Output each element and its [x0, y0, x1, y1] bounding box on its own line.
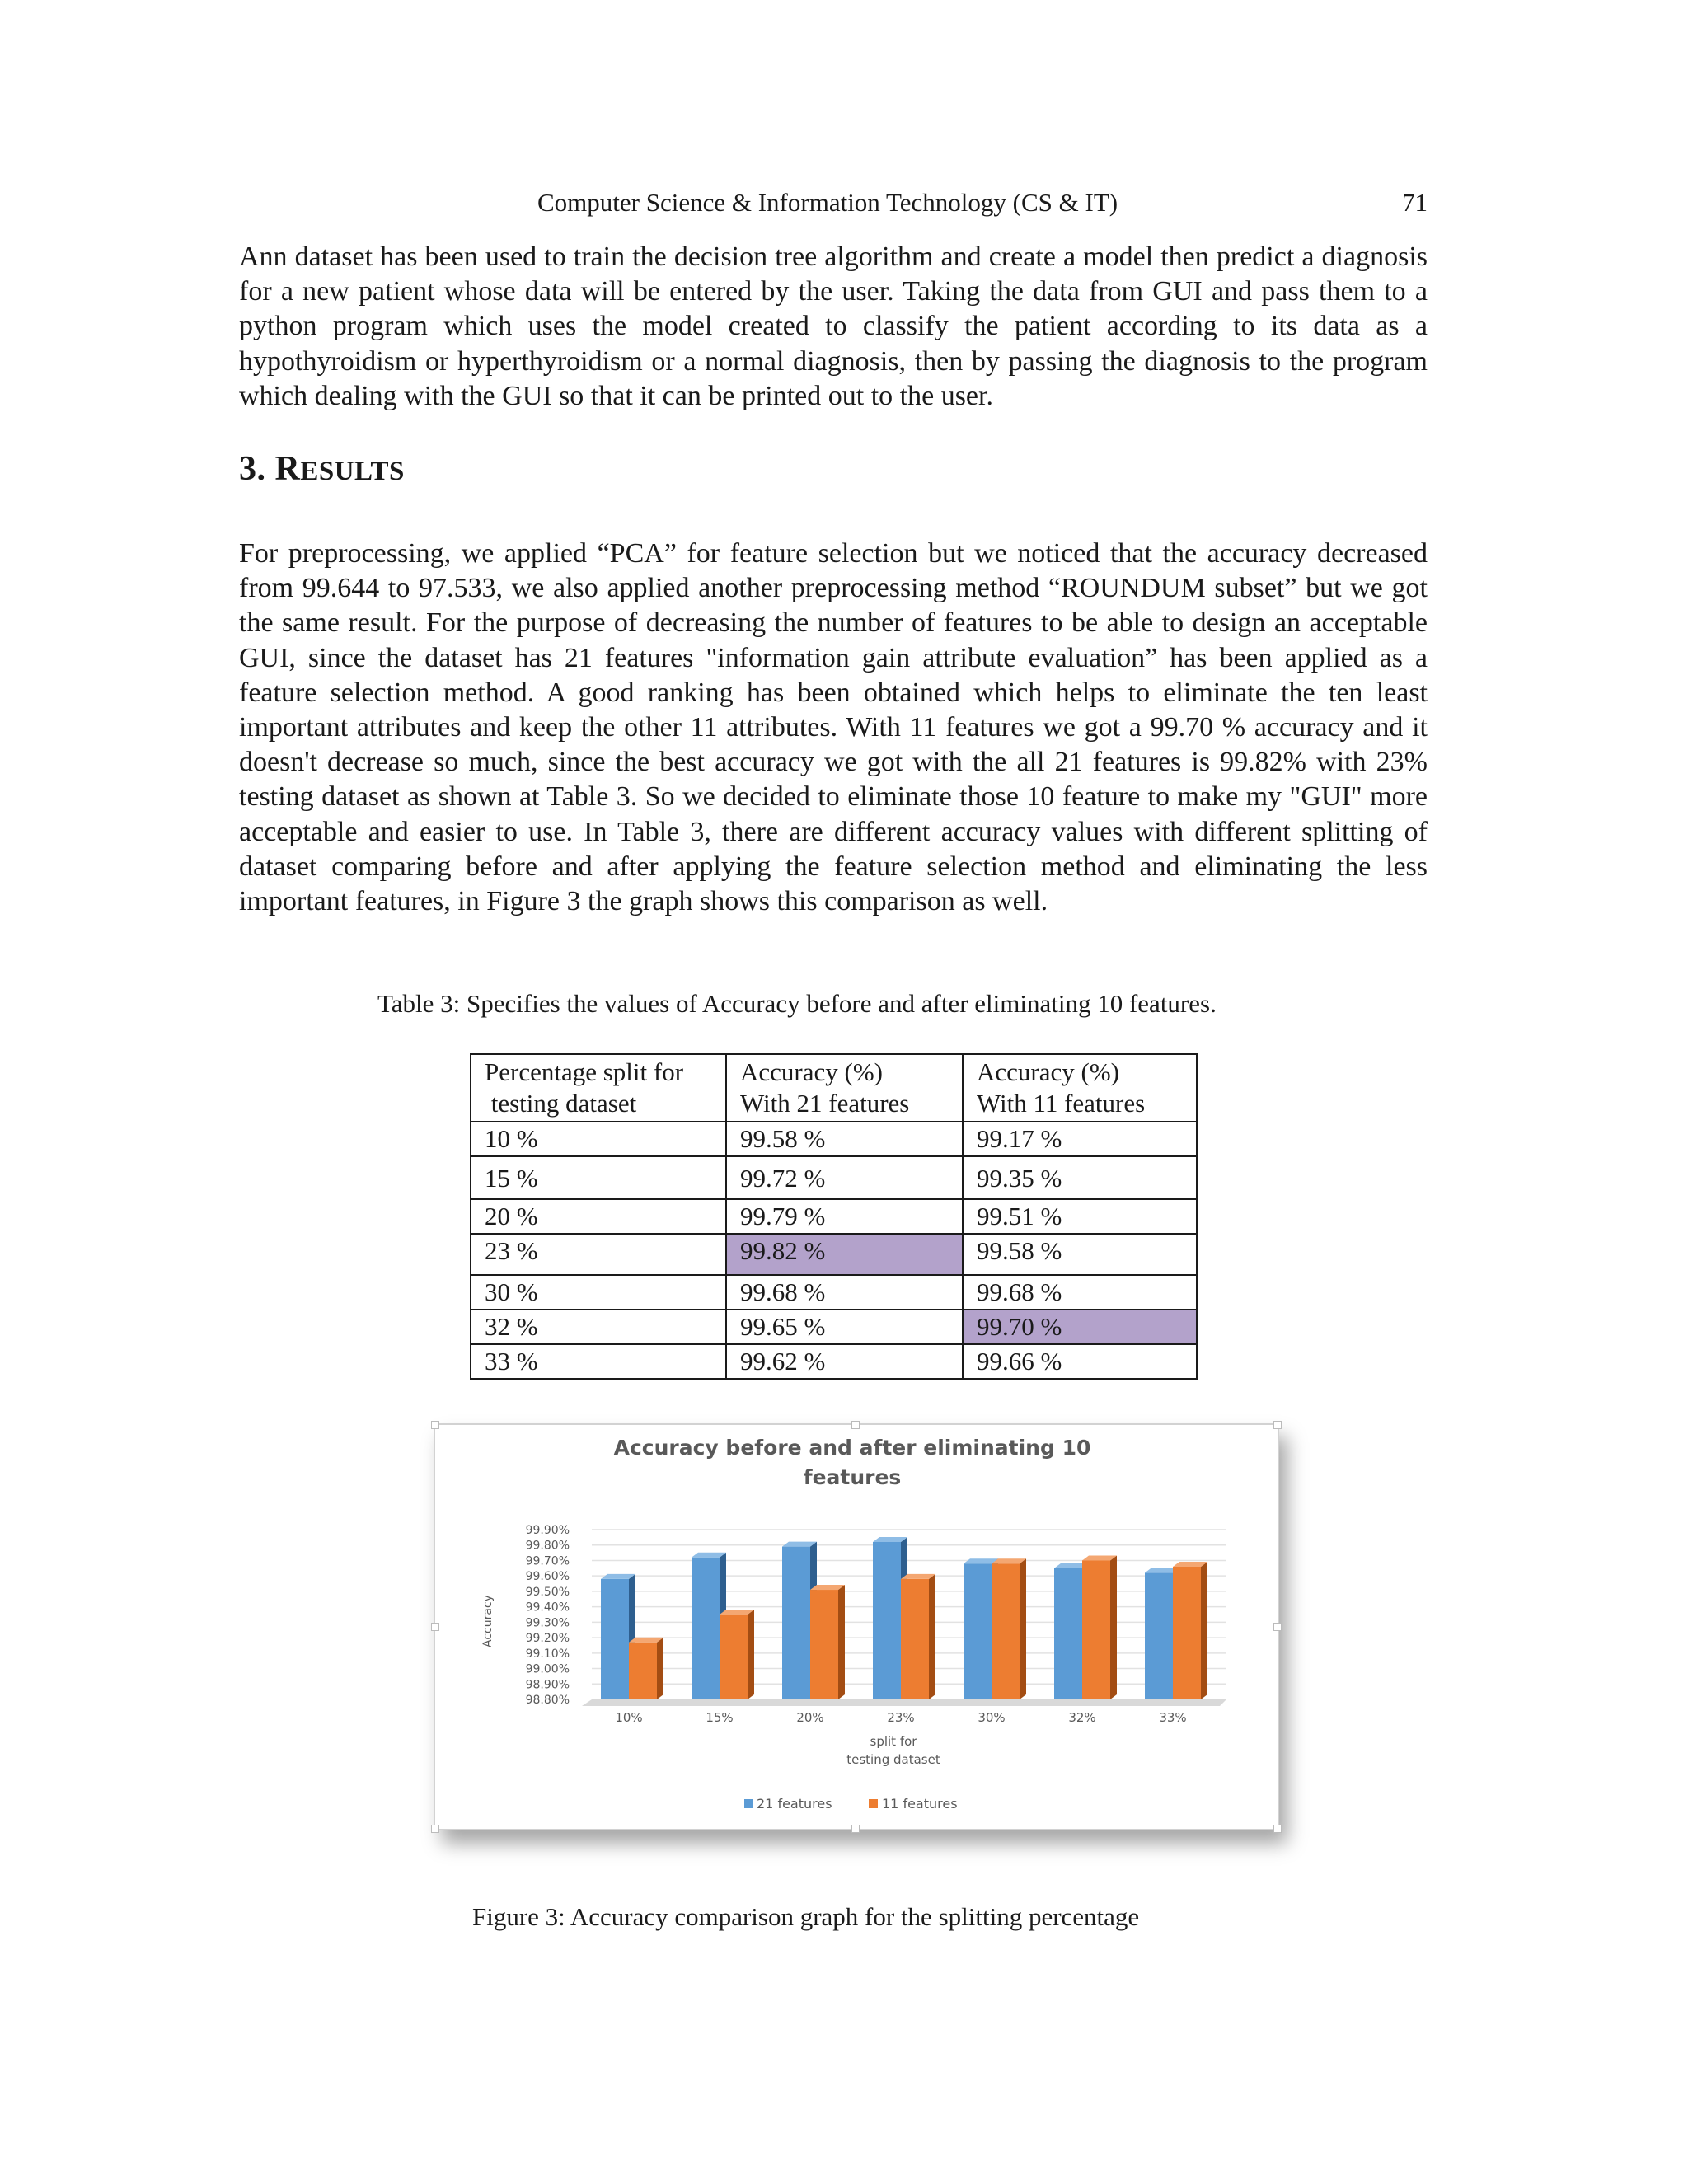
table-row	[471, 1122, 1197, 1156]
cell-acc11: 99.35 %	[963, 1156, 1197, 1199]
y-tick-label: 98.90%	[525, 1678, 570, 1692]
bar-11-features-20%	[810, 1585, 845, 1699]
bar-front	[964, 1563, 992, 1699]
y-axis-ticks	[526, 1524, 570, 1707]
header-split	[471, 1054, 726, 1122]
y-tick-label: 99.10%	[525, 1647, 570, 1661]
chart-title-line2: features	[803, 1465, 902, 1489]
section-first-letter: R	[274, 450, 301, 488]
bar-side	[929, 1574, 935, 1699]
y-tick-label: 99.50%	[525, 1585, 570, 1599]
header-acc21	[726, 1054, 963, 1122]
legend-label-11-features: 11 features	[882, 1796, 958, 1811]
cell-acc11-highlighted: 99.70 %	[963, 1310, 1197, 1344]
figure-caption: Figure 3: Accuracy comparison graph for the splitting percentage	[472, 1902, 1140, 1931]
y-axis-label: Accuracy	[481, 1595, 495, 1647]
cell-acc21: 99.62 %	[726, 1344, 963, 1379]
x-tick-label: 23%	[887, 1710, 915, 1725]
y-tick-label: 99.70%	[525, 1554, 570, 1568]
resize-handle	[431, 1623, 439, 1631]
x-tick-label: 10%	[615, 1710, 643, 1725]
table-row	[471, 1199, 1197, 1234]
section-rest: ESULTS	[300, 457, 405, 486]
cell-acc21: 99.72 %	[726, 1156, 963, 1199]
chart-frame	[434, 1423, 1279, 1830]
accuracy-bar-chart	[435, 1425, 1278, 1829]
header-acc11-line2: With 11 features	[977, 1089, 1146, 1118]
y-tick-label: 99.80%	[525, 1539, 570, 1553]
legend-swatch-21-features	[744, 1799, 753, 1808]
table-row	[471, 1310, 1197, 1344]
page-number: 71	[1402, 188, 1428, 217]
legend-swatch-11-features	[869, 1799, 878, 1808]
bar-side	[657, 1638, 663, 1699]
table-row	[471, 1234, 1197, 1275]
intro-paragraph: Ann dataset has been used to train the decision tree algorithm and create a model then predict a diagnosis for a new patient whose data will be entered by the user. Taking the data from GUI and pass them to a python program which uses the model created to classify the patient according to its data as a hypothyroidism or hyperthyroidism or a normal diagnosis, then by passing the diagnosis to the program which dealing with the GUI so that it can be printed out to the user.	[239, 241, 1428, 411]
table-row	[471, 1275, 1197, 1310]
accuracy-table	[470, 1053, 1198, 1380]
bar-front	[782, 1547, 810, 1699]
chart-floor	[582, 1699, 1226, 1706]
cell-acc21: 99.68 %	[726, 1275, 963, 1310]
resize-handle	[431, 1421, 439, 1429]
bar-side	[1020, 1558, 1026, 1699]
cell-acc11: 99.68 %	[963, 1275, 1197, 1310]
bar-front	[1054, 1568, 1082, 1699]
bar-side	[748, 1610, 754, 1699]
cell-acc21: 99.65 %	[726, 1310, 963, 1344]
y-tick-label: 99.90%	[525, 1524, 570, 1537]
bar-side	[1110, 1555, 1117, 1699]
bar-front	[901, 1579, 929, 1699]
x-axis-label-line1: split for	[870, 1734, 917, 1749]
bar-11-features-32%	[1082, 1555, 1117, 1699]
y-tick-label: 98.80%	[525, 1694, 570, 1707]
bar-11-features-15%	[720, 1610, 754, 1699]
bar-11-features-33%	[1173, 1562, 1207, 1699]
resize-handle	[851, 1421, 860, 1429]
chart-title-line1: Accuracy before and after eliminating 10	[613, 1436, 1091, 1460]
results-paragraph: For preprocessing, we applied “PCA” for feature selection but we noticed that the accuracy decreased from 99.644 to 97.533, we also applied another preprocessing method “ROUNDUM subset” but we got the same result. For the purpose of decreasing the number of features to be able to design an acceptable GUI, since the dataset has 21 features "information gain attribute evaluation” has been applied as a feature selection method. A good ranking has been obtained which helps to eliminate the ten least important attributes and keep the other 11 attributes. With 11 features we got a 99.70 % accuracy and it doesn't decrease so much, since the best accuracy we got with the all 21 features is 99.82% with 23% testing dataset as shown at Table 3. So we decided to eliminate those 10 feature to make my "GUI" more acceptable and easier to use. In Table 3, there are different accuracy values with different splitting of dataset comparing before and after applying the feature selection method and eliminating the less important features, in Figure 3 the graph shows this comparison as well.	[239, 538, 1428, 917]
bar-side	[1201, 1562, 1207, 1699]
bar-11-features-10%	[629, 1638, 663, 1699]
cell-acc11: 99.51 %	[963, 1199, 1197, 1234]
resize-handle	[1273, 1825, 1282, 1833]
x-tick-label: 20%	[796, 1710, 824, 1725]
cell-split: 33 %	[471, 1344, 726, 1379]
y-tick-label: 99.40%	[525, 1601, 570, 1615]
header-acc21-line1: Accuracy (%)	[740, 1057, 883, 1086]
cell-split: 32 %	[471, 1310, 726, 1344]
x-tick-label: 33%	[1159, 1710, 1187, 1725]
bar-front	[720, 1615, 748, 1699]
resize-handle	[431, 1825, 439, 1833]
bar-front	[810, 1590, 838, 1699]
chart-bars	[601, 1537, 1207, 1699]
bar-side	[838, 1585, 845, 1699]
cell-acc11: 99.58 %	[963, 1234, 1197, 1275]
header-acc21-line2: With 21 features	[740, 1089, 910, 1118]
header-acc11-line1: Accuracy (%)	[977, 1057, 1119, 1086]
bar-front	[629, 1643, 657, 1699]
resize-handle	[1273, 1421, 1282, 1429]
resize-handle	[1273, 1623, 1282, 1631]
cell-acc21-highlighted: 99.82 %	[726, 1234, 963, 1275]
bar-front	[601, 1579, 629, 1699]
header-split-line1: Percentage split for	[485, 1057, 684, 1086]
cell-acc21: 99.58 %	[726, 1122, 963, 1156]
section-number: 3.	[239, 450, 266, 488]
header-acc11	[963, 1054, 1197, 1122]
header-split-line2: testing dataset	[485, 1089, 637, 1118]
cell-split: 10 %	[471, 1122, 726, 1156]
resize-handle	[851, 1825, 860, 1833]
cell-split: 15 %	[471, 1156, 726, 1199]
x-tick-label: 32%	[1068, 1710, 1096, 1725]
x-tick-label: 15%	[706, 1710, 734, 1725]
bar-front	[1145, 1572, 1173, 1699]
cell-acc21: 99.79 %	[726, 1199, 963, 1234]
journal-title: Computer Science & Information Technology (CS & IT)	[537, 188, 1118, 217]
y-tick-label: 99.00%	[525, 1662, 570, 1676]
bar-front	[692, 1558, 720, 1699]
bar-front	[873, 1542, 901, 1699]
cell-split: 20 %	[471, 1199, 726, 1234]
chart-legend	[744, 1796, 958, 1811]
bar-front	[1173, 1567, 1201, 1699]
x-axis-label-line2: testing dataset	[846, 1752, 940, 1767]
bar-11-features-30%	[992, 1558, 1026, 1699]
bar-front	[1082, 1560, 1110, 1699]
cell-acc11: 99.66 %	[963, 1344, 1197, 1379]
table-row	[471, 1156, 1197, 1199]
legend-label-21-features: 21 features	[757, 1796, 832, 1811]
running-header	[239, 188, 1428, 221]
table-row	[471, 1344, 1197, 1379]
section-heading-results	[239, 449, 405, 489]
bar-11-features-23%	[901, 1574, 935, 1699]
cell-acc11: 99.17 %	[963, 1122, 1197, 1156]
x-tick-label: 30%	[978, 1710, 1006, 1725]
y-tick-label: 99.60%	[525, 1570, 570, 1584]
cell-split: 23 %	[471, 1234, 726, 1275]
x-axis-ticks	[615, 1710, 1186, 1725]
bar-front	[992, 1563, 1020, 1699]
y-tick-label: 99.30%	[525, 1616, 570, 1630]
y-tick-label: 99.20%	[525, 1632, 570, 1646]
table-caption: Table 3: Specifies the values of Accuracy before and after eliminating 10 features.	[377, 989, 1217, 1018]
table-header-row	[471, 1054, 1197, 1122]
cell-split: 30 %	[471, 1275, 726, 1310]
